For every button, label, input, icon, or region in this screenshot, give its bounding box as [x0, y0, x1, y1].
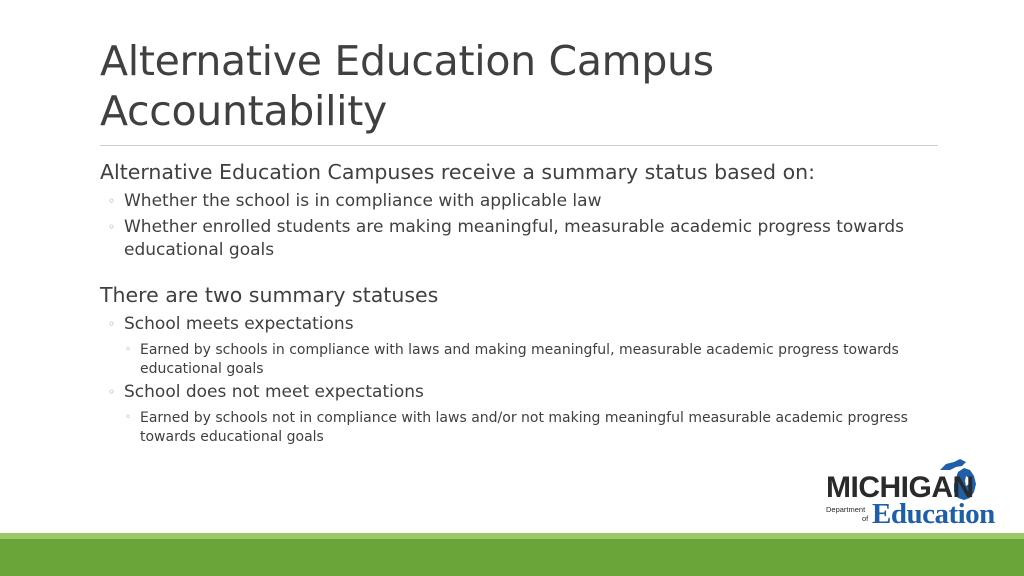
status-label: School does not meet expectations [124, 382, 424, 402]
logo-michigan-text: MICHIGAN [826, 471, 974, 504]
title-line-1: Alternative Education Campus [100, 37, 714, 85]
logo-department-text: Department [826, 505, 866, 514]
logo-of-text: of [862, 514, 869, 523]
section-heading-basis: Alternative Education Campuses receive a summary status based on: [100, 160, 816, 184]
michigan-education-logo [826, 456, 1016, 530]
circle-bullet-icon: ◦ [108, 194, 116, 208]
status-detail [100, 341, 920, 378]
logo-education-text: Education [872, 498, 995, 530]
page-title [100, 36, 920, 136]
status-detail [100, 409, 920, 446]
title-line-2: Accountability [100, 87, 388, 135]
status-detail-text: Earned by schools not in compliance with laws and/or not making meaningful measurable academic progress towards educational goals [140, 410, 908, 445]
circle-bullet-icon: ◦ [108, 220, 116, 234]
circle-bullet-icon: ◦ [108, 317, 116, 331]
status-label: School meets expectations [124, 314, 354, 334]
list-item-text: Whether the school is in compliance with applicable law [124, 191, 602, 211]
footer-band-dark [0, 539, 1024, 576]
circle-bullet-icon: ◦ [125, 412, 131, 423]
status-detail-text: Earned by schools in compliance with laws and making meaningful, measurable academic progress towards educational goals [140, 342, 899, 377]
status-item [100, 381, 924, 404]
list-item-text: Whether enrolled students are making meaningful, measurable academic progress towards educational goals [124, 217, 904, 260]
list-item [100, 190, 924, 213]
circle-bullet-icon: ◦ [125, 344, 131, 355]
slide-body [100, 157, 940, 446]
section-heading-statuses: There are two summary statuses [100, 283, 439, 307]
circle-bullet-icon: ◦ [108, 385, 116, 399]
status-item [100, 313, 924, 336]
list-item [100, 216, 924, 262]
title-divider [100, 145, 938, 146]
